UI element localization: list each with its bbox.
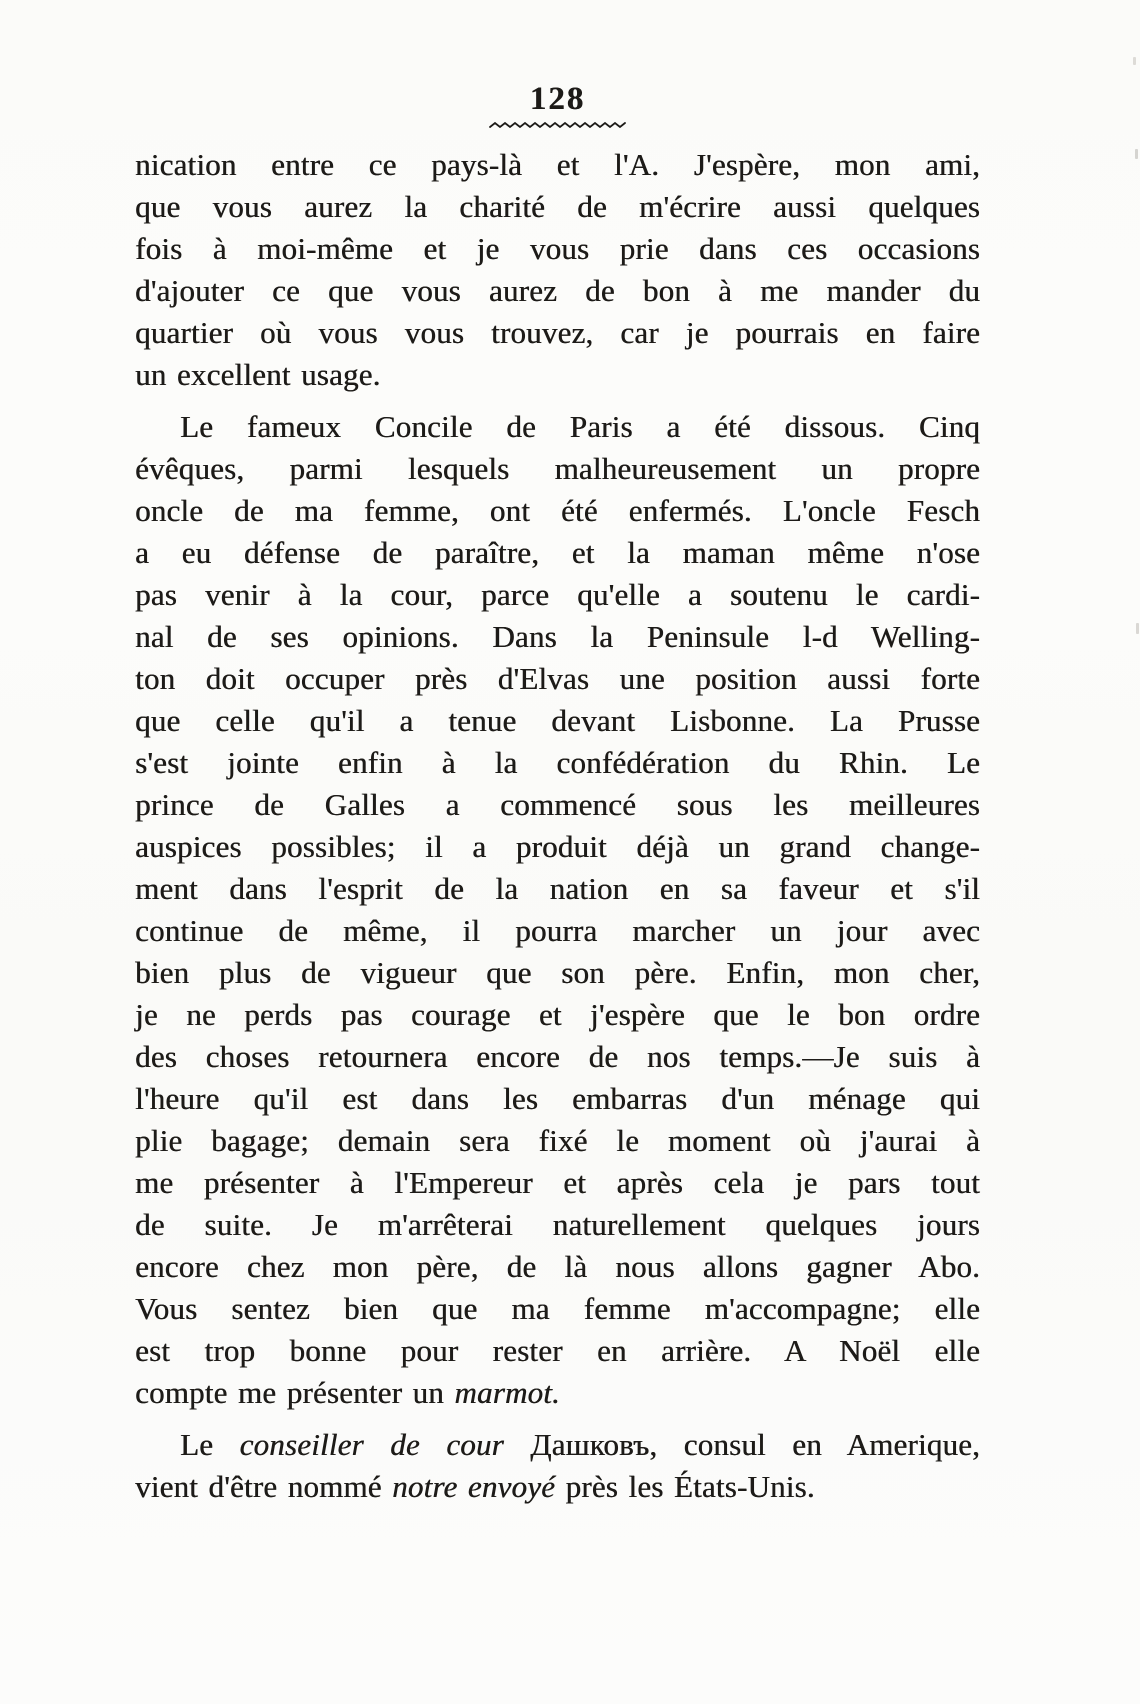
text-line: Le fameux Concile de Paris a été dissous. Cinq	[180, 409, 980, 444]
text-line: quartier où vous vous trouvez, car je pourrais en faire	[135, 315, 980, 350]
text-line: Vous sentez bien que ma femme m'accompagne; elle	[135, 1291, 980, 1326]
text-line: de suite. Je m'arrêterai naturellement quelques jours	[135, 1207, 980, 1242]
paragraph	[135, 1424, 980, 1508]
page-number: 128	[529, 81, 586, 117]
text-line: prince de Galles a commencé sous les meilleures	[135, 787, 980, 822]
text-line: compte me présenter un marmot.	[135, 1375, 560, 1410]
text-line: d'ajouter ce que vous aurez de bon à me mander du	[135, 273, 980, 308]
text-line: fois à moi-même et je vous prie dans ces occasions	[135, 231, 980, 266]
scan-artifact	[1136, 623, 1139, 634]
scan-artifact	[1133, 57, 1136, 65]
text-line: bien plus de vigueur que son père. Enfin, mon cher,	[135, 955, 980, 990]
text-line: évêques, parmi lesquels malheureusement un propre	[135, 451, 980, 486]
text-line: plie bagage; demain sera fixé le moment où j'aurai à	[135, 1123, 980, 1158]
text-line: auspices possibles; il a produit déjà un grand change-	[135, 829, 980, 864]
text-line: vient d'être nommé notre envoyé près les États-Unis.	[135, 1469, 815, 1504]
text-line: nication entre ce pays-là et l'A. J'espère, mon ami,	[135, 147, 980, 182]
text-line: me présenter à l'Empereur et après cela je pars tout	[135, 1165, 980, 1200]
text-line: Le conseiller de cour Дашковъ, consul en Amerique,	[180, 1427, 981, 1462]
paragraph	[135, 406, 980, 1414]
text-line: continue de même, il pourra marcher un jour avec	[135, 913, 980, 948]
paragraph	[135, 144, 980, 396]
text-line: l'heure qu'il est dans les embarras d'un ménage qui	[135, 1081, 980, 1116]
letter-text	[135, 144, 980, 1508]
text-line: s'est jointe enfin à la confédération du Rhin. Le	[135, 745, 980, 780]
text-column	[135, 82, 980, 1508]
text-line: que celle qu'il a tenue devant Lisbonne. La Prusse	[135, 703, 980, 738]
text-line: pas venir à la cour, parce qu'elle a soutenu le cardi-	[135, 577, 980, 612]
text-line: oncle de ma femme, ont été enfermés. L'oncle Fesch	[135, 493, 980, 528]
text-line: un excellent usage.	[135, 357, 381, 392]
text-line: ton doit occuper près d'Elvas une position aussi forte	[135, 661, 980, 696]
text-line: ment dans l'esprit de la nation en sa faveur et s'il	[135, 871, 980, 906]
wavy-rule-icon	[488, 120, 628, 130]
text-line: je ne perds pas courage et j'espère que le bon ordre	[135, 997, 980, 1032]
text-line: encore chez mon père, de là nous allons gagner Abo.	[135, 1249, 980, 1284]
ornament-wrap	[135, 120, 980, 130]
text-line: des choses retournera encore de nos temps.—Je suis à	[135, 1039, 980, 1074]
text-line: que vous aurez la charité de m'écrire aussi quelques	[135, 189, 980, 224]
text-line: nal de ses opinions. Dans la Peninsule l-d Welling-	[135, 619, 980, 654]
text-line: a eu défense de paraître, et la maman même n'ose	[135, 535, 980, 570]
text-line: est trop bonne pour rester en arrière. A Noël elle	[135, 1333, 980, 1368]
scan-artifact	[1135, 149, 1138, 159]
